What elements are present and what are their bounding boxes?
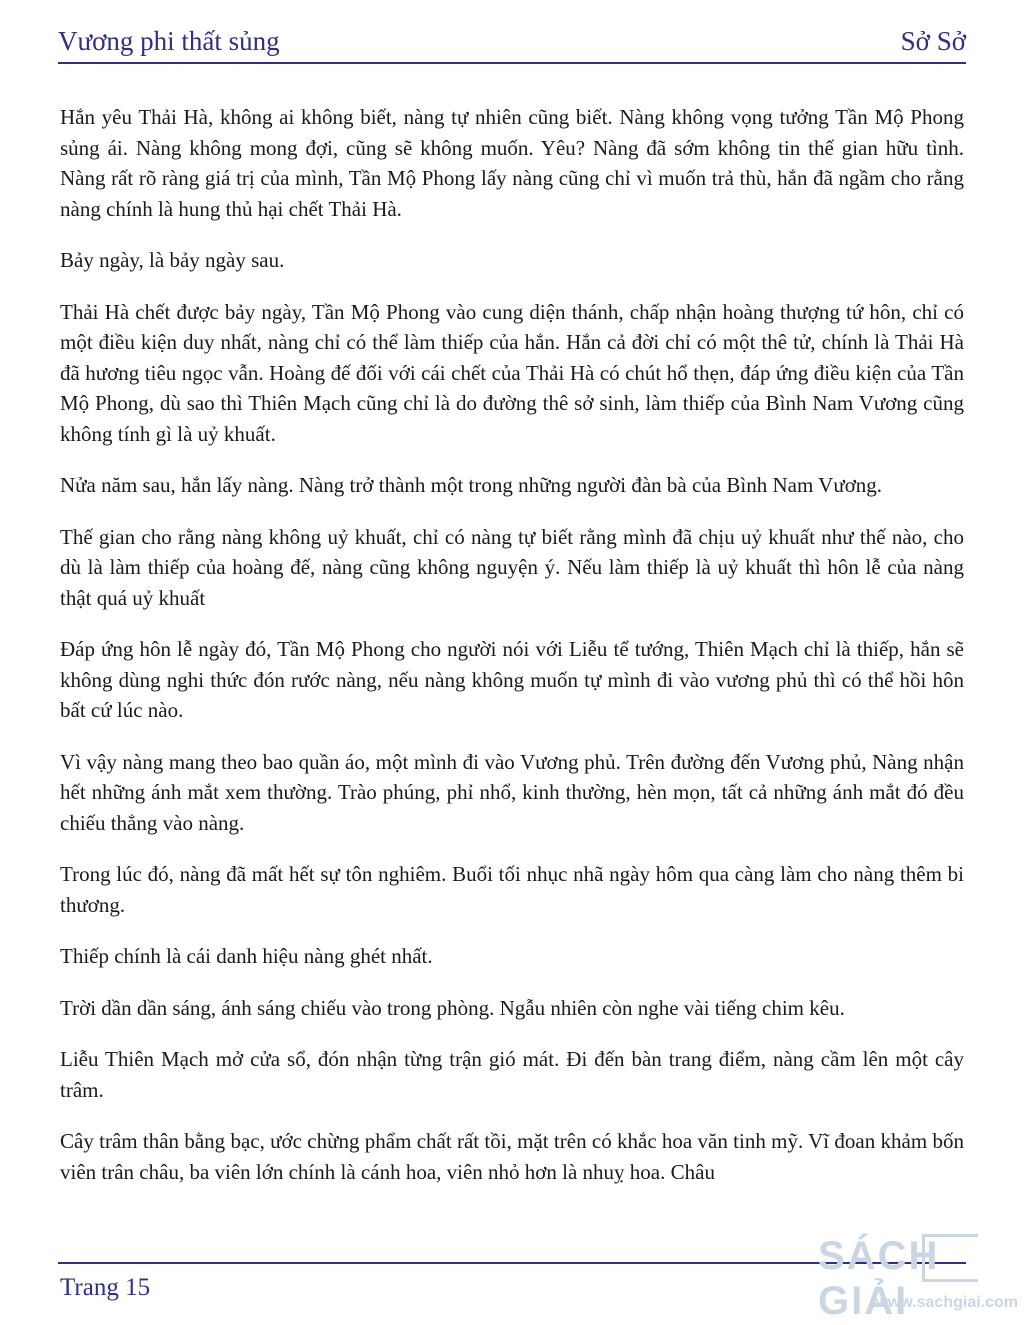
paragraph: Thế gian cho rằng nàng không uỷ khuất, chỉ có nàng tự biết rằng mình đã chịu uỷ khuất như thế nào, cho dù là làm thiếp của hoàng đế, nàng cũng không nguyện ý. Nếu làm thiếp là uỷ khuất thì hôn lễ của nàng thật quá uỷ khuất (60, 524, 964, 610)
paragraph: Bảy ngày, là bảy ngày sau. (60, 248, 285, 272)
page-body (60, 102, 964, 1208)
paragraph: Trời dần dần sáng, ánh sáng chiếu vào trong phòng. Ngẫu nhiên còn nghe vài tiếng chim kêu. (60, 995, 845, 1020)
paragraph: Liễu Thiên Mạch mở cửa sổ, đón nhận từng trận gió mát. Đi đến bàn trang điểm, nàng cầm lên một cây trâm. (60, 1047, 964, 1102)
paragraph: Hắn yêu Thải Hà, không ai không biết, nàng tự nhiên cũng biết. Nàng không vọng tưởng Tần Mộ Phong sủng ái. Nàng không mong đợi, cũng sẽ không muốn. Yêu? Nàng đã sớm không tin thế gian hữu tình. Nàng rất rõ ràng giá trị của mình, Tần Mộ Phong lấy nàng cũng chỉ vì muốn trả thù, hắn đã ngầm cho rằng nàng chính là hung thủ hại chết Thải Hà. (60, 105, 964, 221)
paragraph: Cây trâm thân bằng bạc, ước chừng phẩm chất rất tồi, mặt trên có khắc hoa văn tinh mỹ. Vĩ đoan khảm bốn viên trân châu, ba viên lớn chính là cánh hoa, viên nhỏ hơn là nhuỵ hoa. Châu (60, 1129, 964, 1184)
paragraph: Vì vậy nàng mang theo bao quần áo, một mình đi vào Vương phủ. Trên đường đến Vương phủ, Nàng nhận hết những ánh mắt xem thường. Trào phúng, phỉ nhổ, kinh thường, hèn mọn, tất cả những ánh mắt đó đều chiếu thẳng vào nàng. (60, 749, 964, 835)
paragraph: Đáp ứng hôn lễ ngày đó, Tần Mộ Phong cho người nói với Liễu tể tướng, Thiên Mạch chỉ là thiếp, hắn sẽ không dùng nghi thức đón rước nàng, nếu nàng không muốn tự mình đi vào vương phủ thì có thể hồi hôn bất cứ lúc nào. (60, 637, 964, 722)
paragraph: Nửa năm sau, hắn lấy nàng. Nàng trở thành một trong những người đàn bà của Bình Nam Vương. (60, 473, 883, 497)
watermark (818, 1234, 1018, 1323)
paragraph: Thiếp chính là cái danh hiệu nàng ghét nhất. (60, 944, 433, 968)
paragraph: Trong lúc đó, nàng đã mất hết sự tôn nghiêm. Buổi tối nhục nhã ngày hôm qua càng làm cho nàng thêm bi thương. (60, 862, 964, 917)
book-title: Vương phi thất sủng (58, 26, 280, 56)
author-name: Sở Sở (900, 26, 966, 56)
watermark-logo: SÁCH GIẢI (818, 1234, 940, 1323)
page-number: Trang 15 (60, 1274, 151, 1301)
paragraph: Thải Hà chết được bảy ngày, Tần Mộ Phong vào cung diện thánh, chấp nhận hoàng thượng tứ hôn, chỉ có một điều kiện duy nhất, nàng chỉ có thể làm thiếp của hắn. Hắn cả đời chỉ có một thê tử, chính là Thải Hà đã hương tiêu ngọc vẫn. Hoàng đế đối với cái chết của Thải Hà có chút hổ thẹn, đáp ứng điều kiện của Tần Mộ Phong, dù sao thì Thiên Mạch cũng chỉ là do đường thê sở sinh, làm thiếp của Bình Nam Vương cũng không tính gì là uỷ khuất. (60, 299, 964, 446)
watermark-url: www.sachgiai.com (875, 1294, 1018, 1311)
page-header (58, 22, 966, 64)
